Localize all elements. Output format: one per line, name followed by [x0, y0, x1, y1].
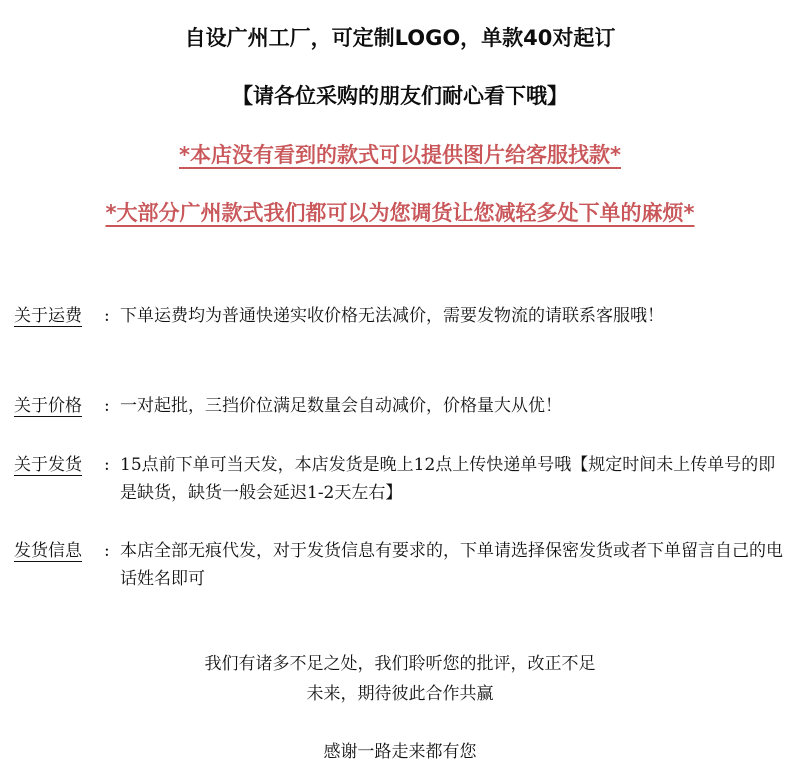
section-label: 关于运费 — [14, 306, 82, 326]
section-colon: : — [104, 306, 110, 326]
section-price — [14, 392, 790, 420]
section-delivery — [14, 451, 790, 507]
section-label: 关于价格 — [14, 396, 82, 416]
header-factory-notice: 自设广州工厂，可定制LOGO，单款40对起订 — [184, 26, 616, 50]
section-text: 本店全部无痕代发，对于发货信息有要求的，下单请选择保密发货或者下单留言自己的电话姓名即可 — [120, 541, 783, 589]
section-colon: : — [104, 396, 110, 416]
closing-line-1: 我们有诸多不足之处，我们聆听您的批评，改正不足 — [204, 654, 596, 674]
section-label: 关于发货 — [14, 455, 82, 475]
header-buyer-notice: 【请各位采购的朋友们耐心看下哦】 — [232, 84, 568, 108]
header-find-style-notice — [0, 145, 800, 166]
section-colon: : — [104, 541, 110, 561]
closing-line-3: 感谢一路走来都有您 — [323, 742, 477, 762]
section-text: 15点前下单可当天发，本店发货是晚上12点上传快递单号哦【规定时间未上传单号的即是缺货，缺货一般会延迟1-2天左右】 — [120, 455, 776, 503]
header-transfer-notice — [0, 203, 800, 224]
section-label: 发货信息 — [14, 541, 82, 561]
closing-line-2: 未来，期待彼此合作共赢 — [306, 684, 494, 704]
section-text: 一对起批，三挡价位满足数量会自动减价，价格量大从优！ — [120, 396, 562, 416]
header-transfer-text: *大部分广州款式我们都可以为您调货让您减轻多处下单的麻烦* — [105, 201, 695, 225]
section-delivery-info — [14, 537, 790, 593]
section-text: 下单运费均为普通快递实收价格无法减价，需要发物流的请联系客服哦！ — [120, 306, 664, 326]
section-shipping-fee — [14, 302, 790, 330]
section-colon: : — [104, 455, 110, 475]
header-find-style-text: *本店没有看到的款式可以提供图片给客服找款* — [179, 143, 621, 167]
